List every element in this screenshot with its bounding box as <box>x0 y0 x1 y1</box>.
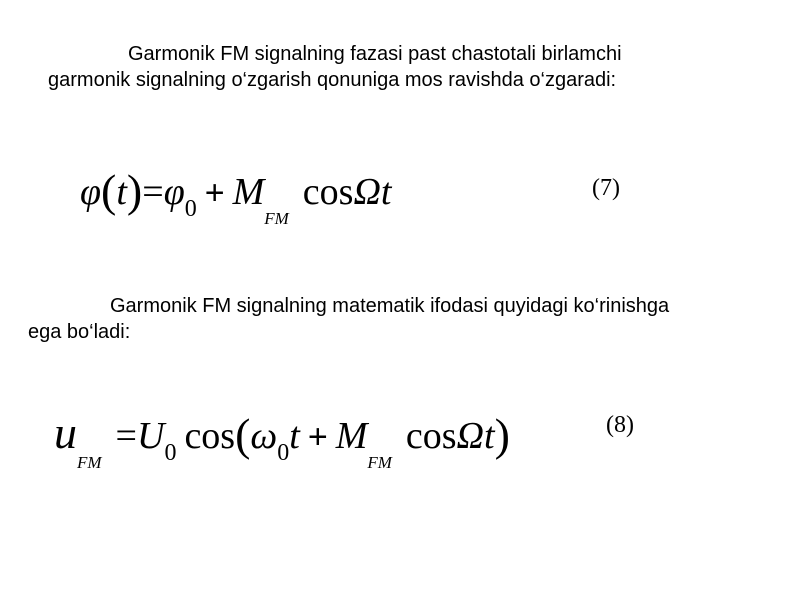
open-paren: ( <box>235 409 251 460</box>
paragraph-2-line-1: Garmonik FM signalning matematik ifodasi quyidagi ko‘rinishga <box>110 295 670 317</box>
t-variable: t <box>116 171 127 213</box>
equals-sign: = <box>142 171 164 213</box>
open-paren: ( <box>101 165 117 216</box>
equation-number-7: (7) <box>592 175 620 201</box>
equals-sign: = <box>115 415 137 457</box>
omega-t-term: Ωt <box>353 171 392 213</box>
phi0-subscript: 0 <box>184 196 197 222</box>
u-subscript: FM <box>77 453 102 472</box>
t-variable: t <box>289 415 300 457</box>
paragraph-1-line-1: Garmonik FM signalning fazasi past chastotali birlamchi <box>128 43 622 65</box>
paragraph-math-expression <box>28 293 669 345</box>
m-variable: M <box>232 171 265 213</box>
paragraph-1-line-2: garmonik signalning o‘zgarish qonuniga mos ravishda o‘zgaradi: <box>48 69 617 91</box>
paragraph-2-line-2: ega bo‘ladi: <box>28 321 131 343</box>
cos-function: cos <box>302 171 354 213</box>
cos-function-1: cos <box>184 415 236 457</box>
m-variable: M <box>335 415 368 457</box>
U-variable: U <box>136 415 165 457</box>
equation-phase <box>80 165 392 228</box>
m-subscript: FM <box>367 453 392 472</box>
omega-t-term: Ωt <box>456 415 495 457</box>
close-paren: ) <box>494 409 510 460</box>
phi0-base: φ <box>163 171 185 213</box>
omega-subscript: 0 <box>277 440 290 466</box>
phi-symbol: φ <box>80 171 102 213</box>
U-subscript: 0 <box>164 440 177 466</box>
equation-signal <box>54 407 510 472</box>
plus-sign: + <box>307 418 328 456</box>
equation-number-8: (8) <box>606 412 634 438</box>
u-variable: u <box>54 407 77 458</box>
omega-symbol: ω <box>250 415 278 457</box>
close-paren: ) <box>126 165 143 216</box>
paragraph-phase-description <box>48 41 622 93</box>
plus-sign: + <box>204 174 225 212</box>
cos-function-2: cos <box>405 415 457 457</box>
m-subscript: FM <box>264 209 289 228</box>
